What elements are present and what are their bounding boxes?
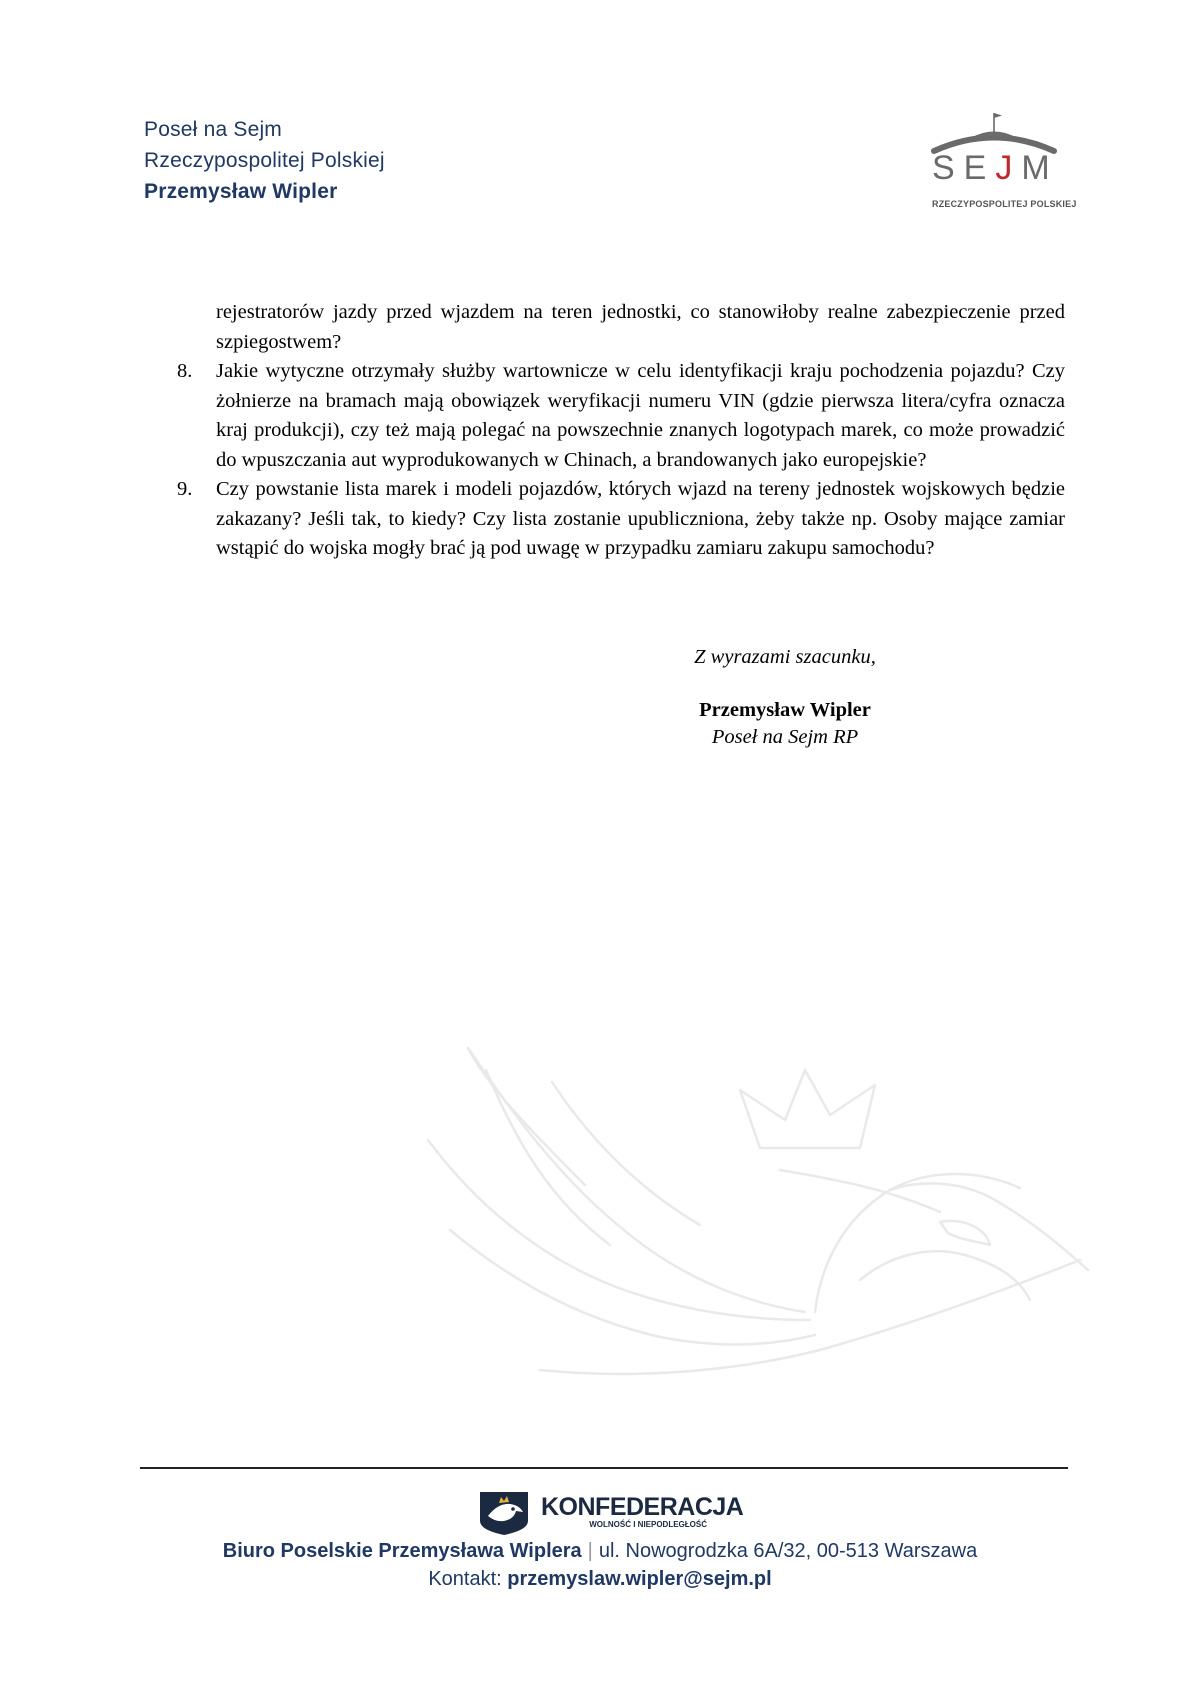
letter-body bbox=[177, 298, 1065, 564]
question-text: Czy powstanie lista marek i modeli pojazdów, których wjazd na tereny jednostek wojskowych będzie zakazany? Jeśli tak, to kiedy? Czy lista zostanie upubliczniona, żeby także np. Osoby mające zamiar wstąpić do wojska mogły brać ją pod uwagę w przypadku zamiaru zakupu samochodu? bbox=[216, 478, 1065, 559]
letterhead-line-1: Poseł na Sejm bbox=[144, 118, 283, 141]
closing-greeting: Z wyrazami szacunku, bbox=[694, 646, 876, 668]
signature-name: Przemysław Wipler bbox=[699, 699, 871, 721]
footer-separator: | bbox=[587, 1540, 593, 1562]
signature-title: Poseł na Sejm RP bbox=[711, 726, 859, 748]
konfederacja-wordmark: KONFEDERACJA bbox=[541, 1493, 744, 1521]
office-name: Biuro Poselskie Przemysława Wiplera bbox=[222, 1540, 582, 1562]
sejm-logo bbox=[926, 108, 1077, 218]
footer-contact bbox=[0, 1568, 1200, 1591]
contact-label: Kontakt: bbox=[428, 1568, 502, 1590]
footer-divider bbox=[140, 1467, 1068, 1469]
question-number: 9. bbox=[177, 478, 193, 500]
sejm-letters-end: M bbox=[1021, 149, 1059, 187]
letterhead-line-2: Rzeczypospolitej Polskiej bbox=[144, 149, 385, 172]
sejm-subtitle: RZECZYPOSPOLITEJ POLSKIEJ bbox=[932, 199, 1077, 209]
question-number: 8. bbox=[177, 360, 193, 382]
konfederacja-logo bbox=[476, 1490, 744, 1536]
sejm-wordmark bbox=[932, 148, 1059, 188]
konfederacja-eagle-icon bbox=[476, 1490, 532, 1536]
konfederacja-tagline: WOLNOŚĆ I NIEPODLEGŁOŚĆ bbox=[589, 1520, 707, 1529]
question-item-8 bbox=[177, 357, 1065, 475]
eagle-watermark-icon bbox=[420, 1030, 1100, 1430]
office-address: ul. Nowogrodzka 6A/32, 00-513 Warszawa bbox=[598, 1540, 978, 1562]
question-item-9 bbox=[177, 475, 1065, 564]
sejm-letters-start: SE bbox=[932, 149, 996, 187]
letterhead bbox=[144, 114, 385, 207]
continued-paragraph: rejestratorów jazdy przed wjazdem na teren jednostki, co stanowiłoby realne zabezpieczenie przed szpiegostwem? bbox=[216, 301, 1065, 353]
sejm-letter-j: J bbox=[995, 149, 1022, 187]
letterhead-name: Przemysław Wipler bbox=[144, 180, 338, 203]
contact-email-link[interactable]: przemyslaw.wipler@sejm.pl bbox=[507, 1568, 772, 1590]
footer-address bbox=[0, 1540, 1200, 1563]
question-text: Jakie wytyczne otrzymały służby wartownicze w celu identyfikacji kraju pochodzenia pojazdu? Czy żołnierze na bramach mają obowiązek weryfikacji numeru VIN (gdzie pierwsza litera/cyfra oznacza kraj produkcji), czy też mają polegać na powszechnie znanych logotypach marek, co może prowadzić do wpuszczania aut wyprodukowanych w Chinach, a brandowanych jako europejskie? bbox=[216, 360, 1065, 471]
